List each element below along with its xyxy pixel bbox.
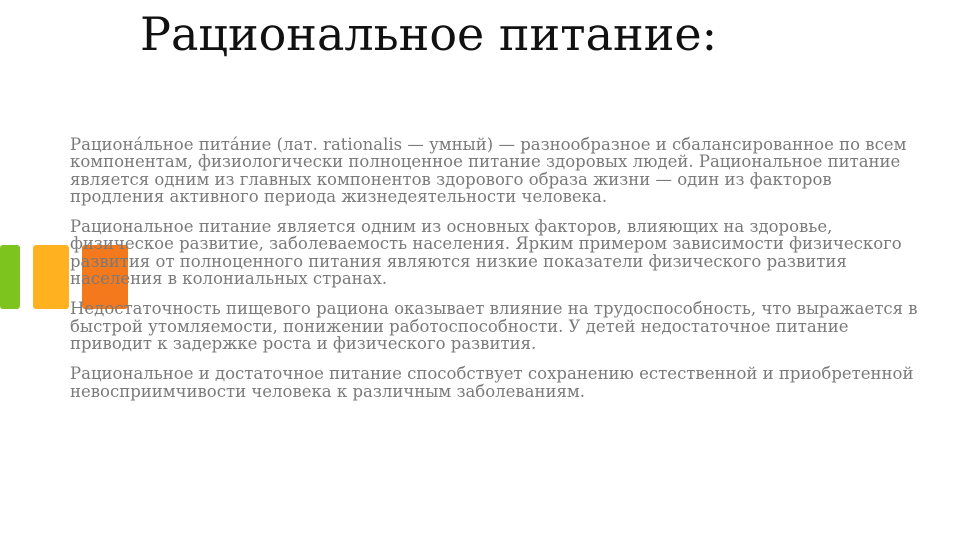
- paragraph-insufficiency: Недостаточность пищевого рациона оказывает влияние на трудоспособность, что выражается в быстрой утомляемости, понижении работоспособности. У детей недостаточное питание приводит к задержке роста и физического развития.: [70, 299, 918, 353]
- paragraph-health-factors: Рациональное питание является одним из основных факторов, влияющих на здоровье, физическое развитие, заболеваемость населения. Ярким примером зависимости физического развития от полноценного питания являются низкие показатели физического развития населения в колониальных странах.: [70, 217, 902, 289]
- slide-title: Рациональное питание:: [140, 7, 718, 61]
- decorative-green-bar: [0, 245, 20, 309]
- slide-body: [70, 136, 920, 413]
- paragraph-immunity: Рациональное и достаточное питание способствует сохранению естественной и приобретенной невосприимчивости человека к различным заболеваниям.: [70, 364, 914, 401]
- decorative-yellow-bar: [33, 245, 69, 309]
- paragraph-definition: Рациона́льное пита́ние (лат. rationalis — умный) — разнообразное и сбалансированное по всем компонентам, физиологически полноценное питание здоровых людей. Рациональное питание является одним из главных компонентов здорового образа жизни — один из факторов продления активного периода жизнедеятельности человека.: [70, 135, 907, 206]
